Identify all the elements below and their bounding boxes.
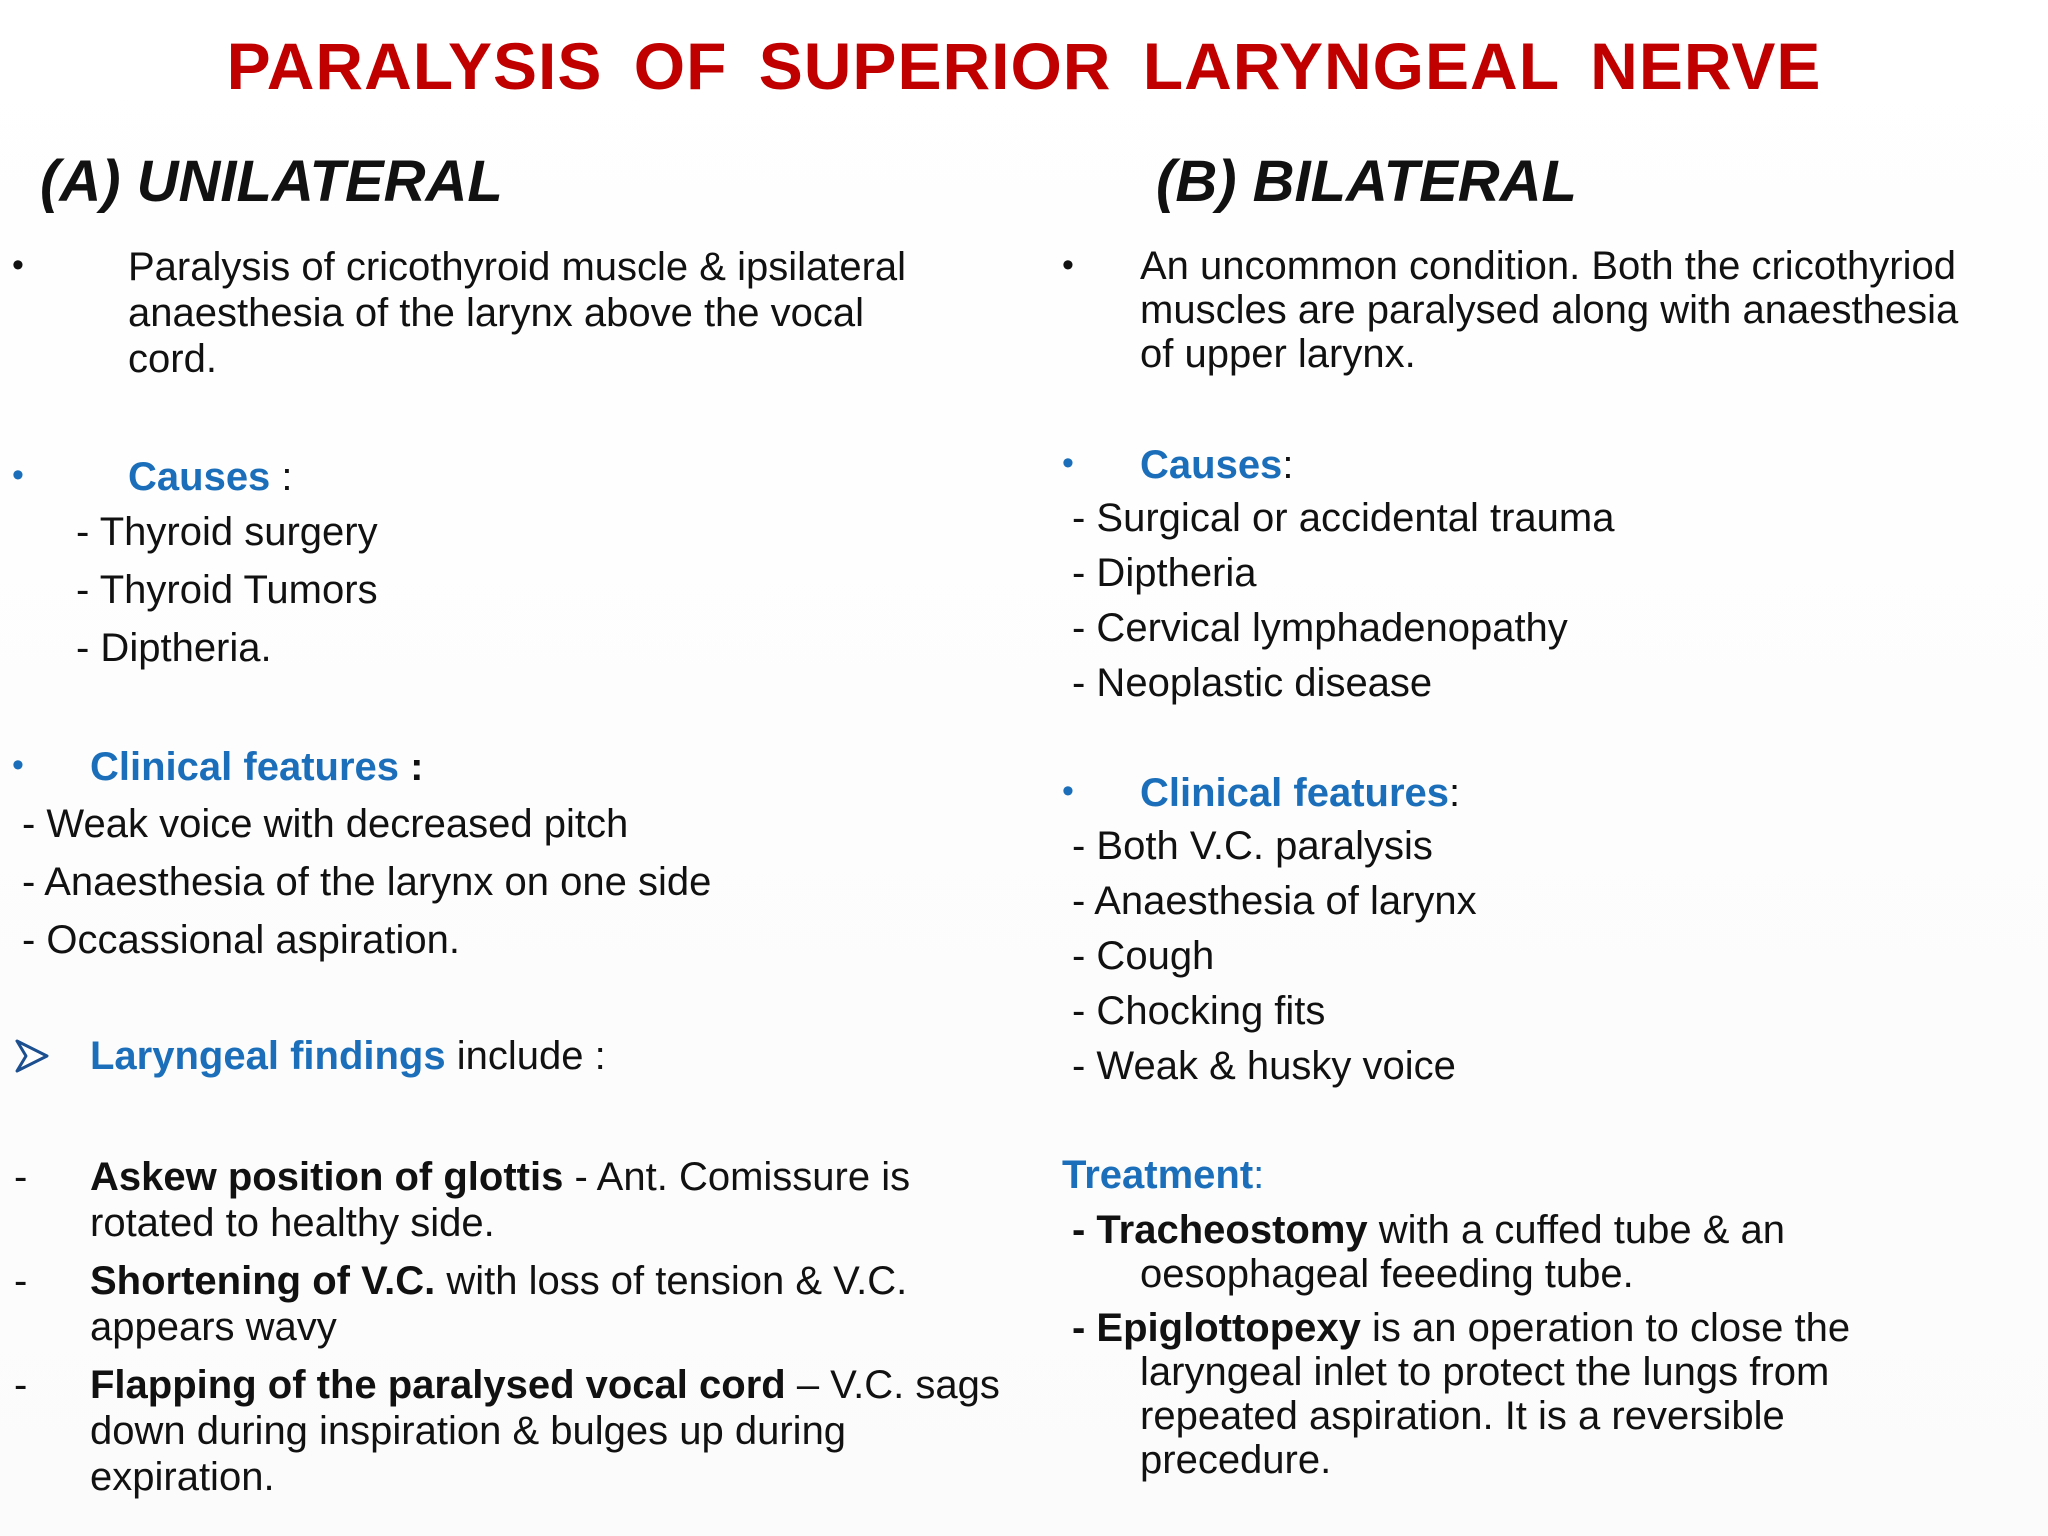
treatment-line: precedure. [1140, 1438, 1332, 1482]
finding-dash: - [14, 1363, 28, 1407]
cause-item: - Diptheria. [76, 626, 272, 670]
cause-item: - Cervical lymphadenopathy [1072, 606, 1568, 650]
laryngeal-findings-heading [90, 1033, 606, 1079]
intro-bullet-icon: • [1062, 246, 1074, 284]
intro-line: An uncommon condition. Both the cricothyriod [1140, 244, 1956, 288]
causes-bullet-icon: • [1062, 444, 1074, 482]
finding-rest: with loss of tension & V.C. [435, 1259, 908, 1303]
intro-line: of upper larynx. [1140, 332, 1416, 376]
clinical-label: Clinical features [1140, 771, 1450, 815]
treatment-line: repeated aspiration. It is a reversible [1140, 1394, 1785, 1438]
finding-item [90, 1362, 1000, 1500]
treatment-item [1072, 1306, 1850, 1482]
finding-bold: Shortening of V.C. [90, 1259, 436, 1303]
laryngeal-label: Laryngeal findings [90, 1034, 446, 1078]
finding-item [90, 1258, 907, 1350]
clinical-bullet-icon: • [1062, 772, 1074, 810]
treatment-heading [1062, 1152, 1264, 1198]
finding-line: down during inspiration & bulges up during [90, 1409, 847, 1453]
causes-bullet-icon: • [12, 456, 24, 494]
clinical-item: - Anaesthesia of larynx [1072, 879, 1477, 923]
treatment-label: Treatment [1062, 1153, 1254, 1197]
cause-item: - Surgical or accidental trauma [1072, 496, 1615, 540]
bilateral-clinical-heading [1140, 770, 1460, 816]
causes-label: Causes [1140, 443, 1283, 487]
clinical-item: - Chocking fits [1072, 989, 1326, 1033]
bilateral-intro [1140, 244, 1958, 376]
clinical-colon: : [399, 745, 424, 789]
intro-line: cord. [128, 337, 217, 381]
unilateral-causes-heading [128, 454, 293, 500]
clinical-item: - Cough [1072, 934, 1215, 978]
treatment-bold: - Epiglottopexy [1072, 1306, 1361, 1350]
arrow-bullet-icon [14, 1038, 50, 1074]
finding-line: appears wavy [90, 1305, 337, 1349]
intro-line: anaesthesia of the larynx above the vocal [128, 291, 865, 335]
clinical-item: - Weak & husky voice [1072, 1044, 1456, 1088]
finding-bold: Askew position of glottis [90, 1155, 564, 1199]
intro-bullet-icon: • [12, 246, 24, 284]
laryngeal-rest: include : [445, 1034, 606, 1078]
clinical-item: - Anaesthesia of the larynx on one side [22, 860, 712, 904]
finding-bold: Flapping of the paralysed vocal cord [90, 1363, 786, 1407]
cause-item: - Thyroid surgery [76, 510, 378, 554]
intro-line: Paralysis of cricothyroid muscle & ipsilateral [128, 245, 907, 289]
causes-label: Causes [128, 455, 271, 499]
causes-colon: : [1282, 443, 1294, 487]
finding-dash: - [14, 1259, 28, 1303]
clinical-item: - Occassional aspiration. [22, 918, 460, 962]
bilateral-heading: (B) BILATERAL [1156, 149, 1577, 214]
treatment-item [1072, 1208, 1785, 1296]
clinical-colon: : [1449, 771, 1461, 815]
finding-line: expiration. [90, 1455, 275, 1499]
unilateral-intro [128, 244, 906, 382]
finding-rest: - Ant. Comissure is [563, 1155, 911, 1199]
causes-colon: : [270, 455, 293, 499]
clinical-bullet-icon: • [12, 746, 24, 784]
treatment-bold: - Tracheostomy [1072, 1208, 1368, 1252]
treatment-rest: with a cuffed tube & an [1367, 1208, 1785, 1252]
treatment-rest: is an operation to close the [1360, 1306, 1851, 1350]
unilateral-clinical-heading [90, 744, 423, 790]
unilateral-heading: (A) UNILATERAL [40, 149, 503, 214]
clinical-item: - Weak voice with decreased pitch [22, 802, 629, 846]
finding-line: rotated to healthy side. [90, 1201, 495, 1245]
finding-item [90, 1154, 910, 1246]
finding-dash: - [14, 1155, 28, 1199]
bilateral-causes-heading [1140, 442, 1293, 488]
intro-line: muscles are paralysed along with anaesthesia [1140, 288, 1959, 332]
clinical-label: Clinical features [90, 745, 400, 789]
treatment-line: laryngeal inlet to protect the lungs from [1140, 1350, 1830, 1394]
page-title: PARALYSIS OF SUPERIOR LARYNGEAL NERVE [226, 29, 1822, 103]
cause-item: - Neoplastic disease [1072, 661, 1433, 705]
clinical-item: - Both V.C. paralysis [1072, 824, 1433, 868]
treatment-line: oesophageal feeeding tube. [1140, 1252, 1634, 1296]
finding-rest: – V.C. sags [785, 1363, 1000, 1407]
treatment-colon: : [1253, 1153, 1265, 1197]
cause-item: - Diptheria [1072, 551, 1257, 595]
cause-item: - Thyroid Tumors [76, 568, 378, 612]
